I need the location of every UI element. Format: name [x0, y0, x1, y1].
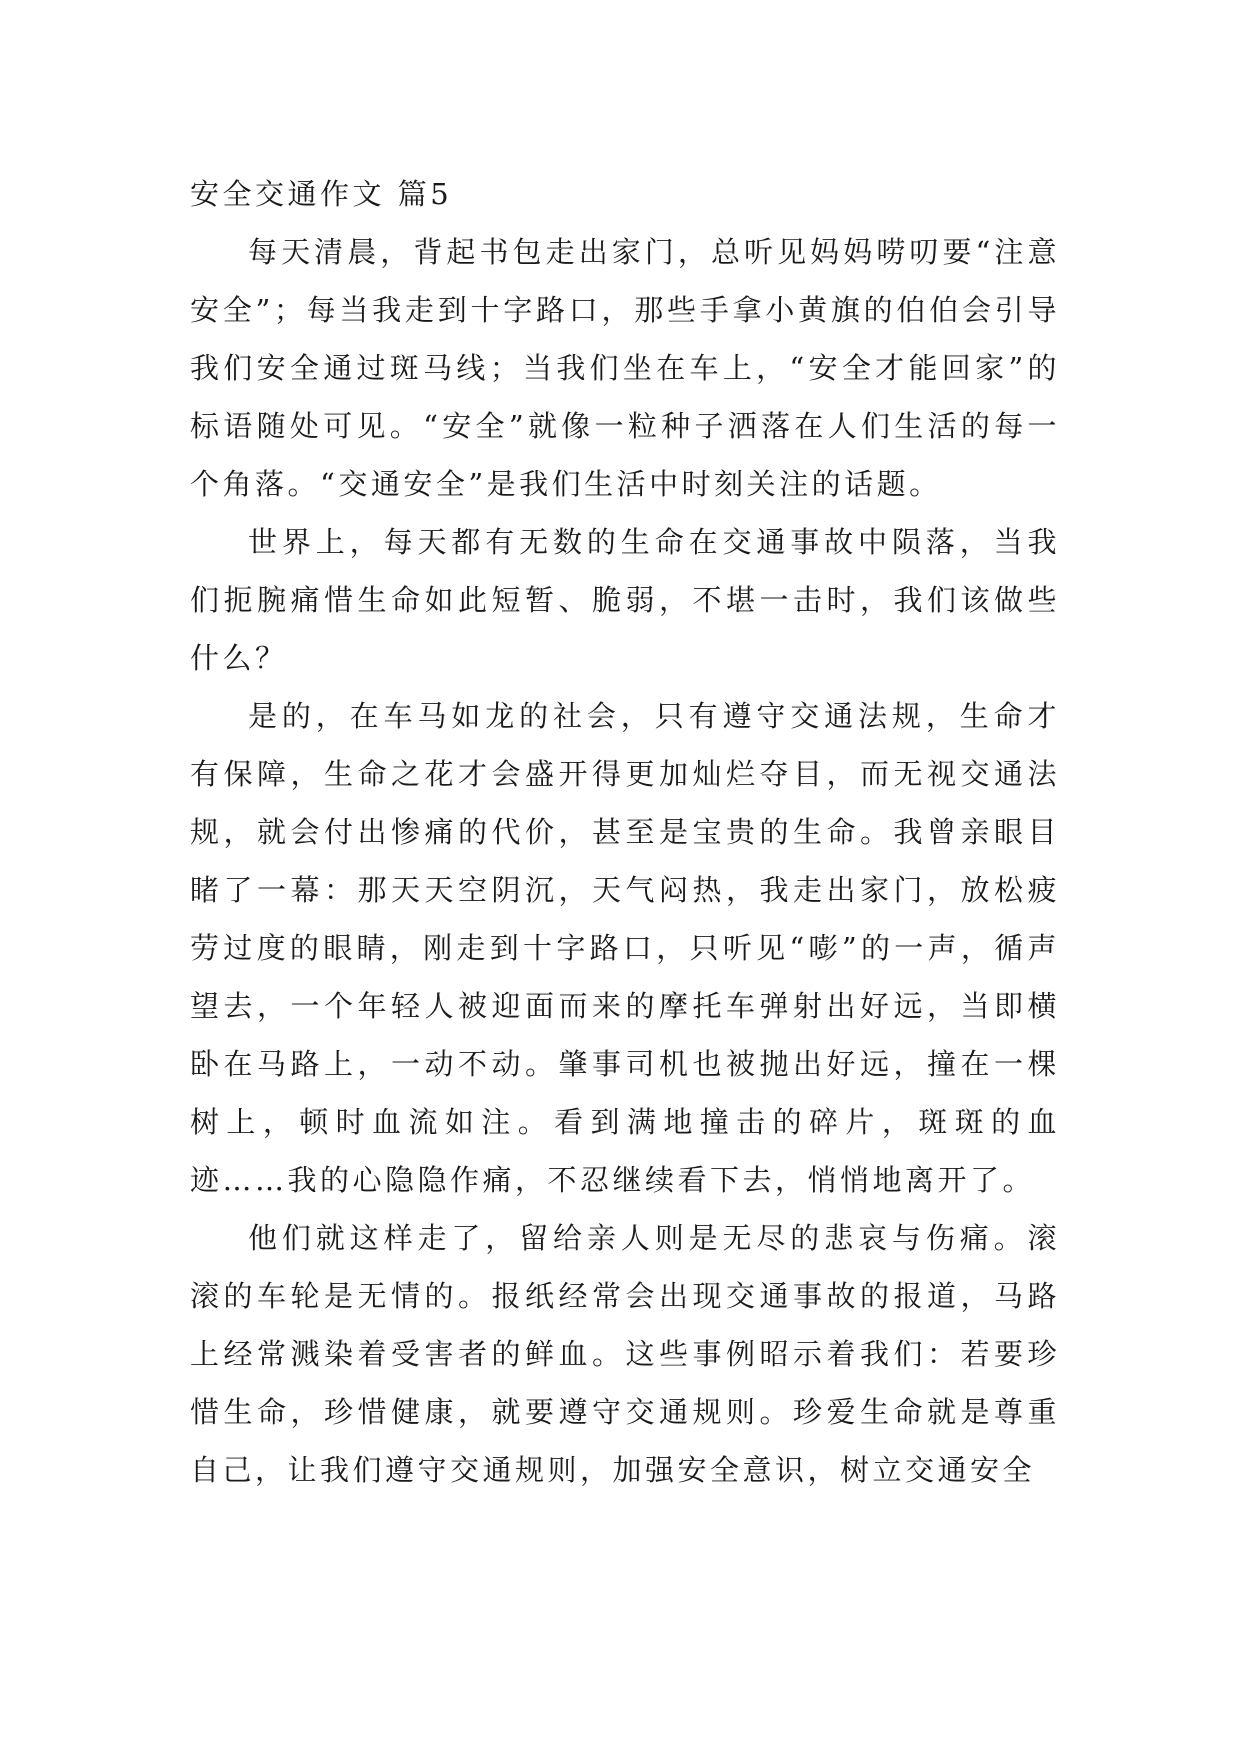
paragraph-1: 每天清晨，背起书包走出家门，总听见妈妈唠叨要“注意安全”；每当我走到十字路口，那些手拿小黄旗的伯伯会引导我们安全通过斑马线；当我们坐在车上，“安全才能回家”的标语随处可见。“安全”就像一粒种子洒落在人们生活的每一个角落。“交通安全”是我们生活中时刻关注的话题。 [190, 235, 1060, 501]
paragraph-3: 是的，在车马如龙的社会，只有遵守交通法规，生命才有保障，生命之花才会盛开得更加灿烂夺目，而无视交通法规，就会付出惨痛的代价，甚至是宝贵的生命。我曾亲眼目睹了一幕：那天天空阴沉，天气闷热，我走出家门，放松疲劳过度的眼睛，刚走到十字路口，只听见“嘭”的一声，循声望去，一个年轻人被迎面而来的摩托车弹射出好远，当即横卧在马路上，一动不动。肇事司机也被抛出好远，撞在一棵树上，顿时血流如注。看到满地撞击的碎片，斑斑的血迹……我的心隐隐作痛，不忍继续看下去，悄悄地离开了。 [190, 699, 1060, 1197]
paragraph-2: 世界上，每天都有无数的生命在交通事故中陨落，当我们扼腕痛惜生命如此短暂、脆弱，不堪一击时，我们该做些什么？ [190, 525, 1060, 675]
document-title: 安全交通作文 篇5 [190, 177, 453, 211]
paragraph-4: 他们就这样走了，留给亲人则是无尽的悲哀与伤痛。滚滚的车轮是无情的。报纸经常会出现交通事故的报道，马路上经常溅染着受害者的鲜血。这些事例昭示着我们：若要珍惜生命，珍惜健康，就要遵守交通规则。珍爱生命就是尊重自己，让我们遵守交通规则，加强安全意识，树立交通安全 [190, 1221, 1060, 1487]
document-body [190, 165, 1060, 1499]
